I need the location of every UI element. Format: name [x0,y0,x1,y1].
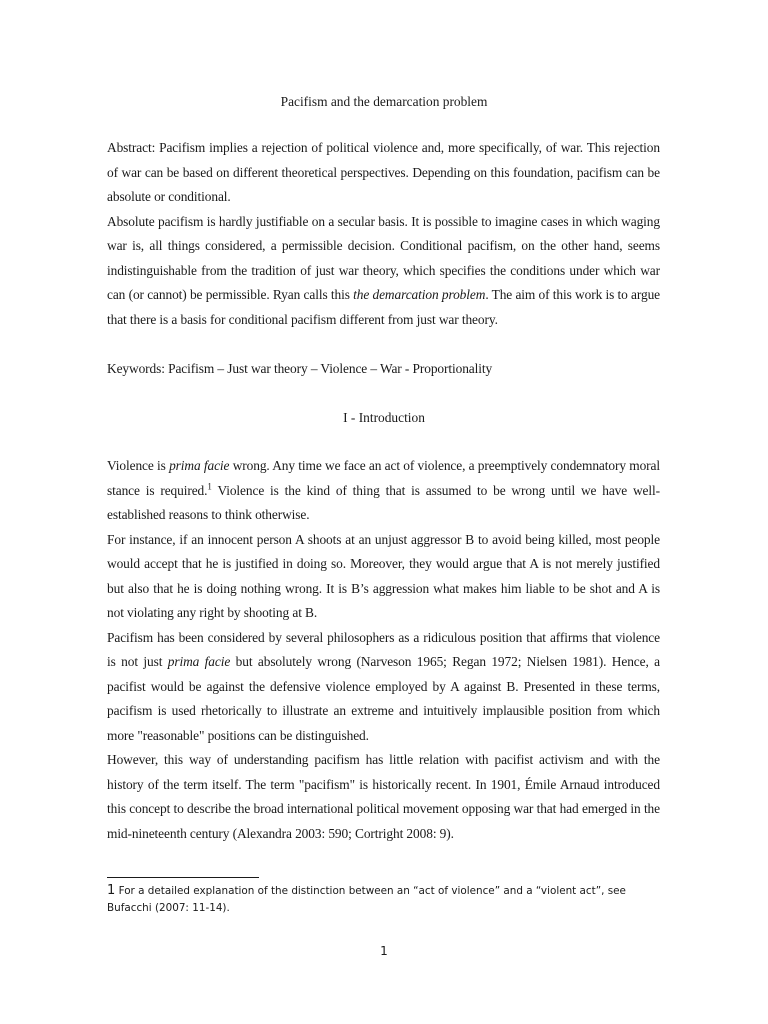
body-text [107,454,660,846]
footnote-number: 1 [107,883,116,898]
body-text-run: but absolutely wrong (Narveson 1965; Regan 1972; Nielsen 1981). Hence, a pacifist would be against the defensive violence employed by A against B. Presented in these terms, pacifism is used rhetorically to illustrate an extreme and intuitively implausible position from which more "reasonable" positions can be distinguished. [107,654,661,743]
abstract [107,136,660,332]
footnote-text: For a detailed explanation of the distinction between an “act of violence” and a “violent act”, see Bufacchi (2007: 11-14). [107,885,626,914]
body-paragraph-4: However, this way of understanding pacifism has little relation with pacifist activism and with the history of the term itself. The term "pacifism" is historically recent. In 1901, Émile Arnaud introduced this concept to describe the broad international political movement opposing war that had emerged in the mid-nineteenth century (Alexandra 2003: 590; Cortright 2008: 9). [107,752,660,841]
footnote-divider [107,877,259,878]
italic-term: prima facie [167,654,231,669]
abstract-paragraph-2 [107,210,660,333]
footnote [107,882,662,917]
body-text-run: Violence is [107,458,170,473]
abstract-text: Absolute pacifism is hardly justifiable on a secular basis. It is possible to imagine cases in which waging war is, all things considered, a permissible decision. Conditional pacifism, on the other hand, seems indistinguishable from the tradition of just war theory, which specifies the conditions under which war can (or cannot) be permissible. Ryan calls this [107,213,660,302]
body-paragraph-3 [107,626,660,749]
abstract-text: . The aim of this work is to argue that there is a basis for conditional pacifism different from just war theory. [107,287,661,327]
abstract-paragraph-1: Abstract: Pacifism implies a rejection of political violence and, more specifically, of war. This rejection of war can be based on different theoretical perspectives. Depending on this foundation, pacifism can be absolute or conditional. [107,140,660,204]
body-paragraph-2: For instance, if an innocent person A shoots at an unjust aggressor B to avoid being killed, most people would accept that he is justified in doing so. Moreover, they would argue that A is not merely justified but also that he is doing nothing wrong. It is B’s aggression what makes him liable to be shot and A is not violating any right by shooting at B. [107,531,660,620]
body-text-run: Pacifism has been considered by several philosophers as a ridiculous position that affirms that violence is not just [107,629,660,669]
paper-title: Pacifism and the demarcation problem [280,94,488,109]
page-number: 1 [380,944,388,958]
body-text-run: Violence is the kind of thing that is assumed to be wrong until we have well-established reasons to think otherwise. [107,482,660,522]
abstract-italic-term: the demarcation problem [353,287,486,302]
italic-term: prima facie [169,458,230,473]
body-paragraph-1 [107,454,660,528]
body-text-run: wrong. Any time we face an act of violence, a preemptively condemnatory moral stance is required. [107,458,660,498]
keywords: Keywords: Pacifism – Just war theory – Violence – War - Proportionality [107,361,493,376]
section-heading: I - Introduction [343,410,425,425]
footnote-reference[interactable]: 1 [207,481,212,492]
